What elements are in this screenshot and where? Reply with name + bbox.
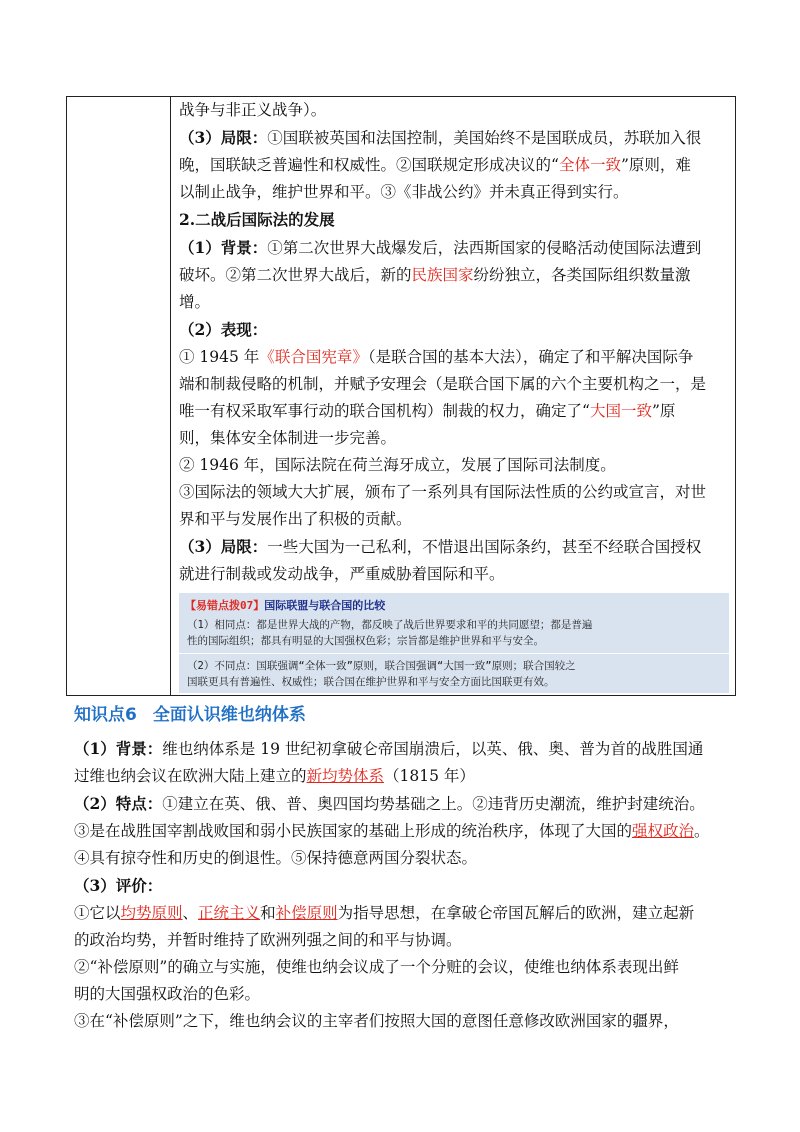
text-line <box>179 344 729 371</box>
section-body <box>74 735 734 1035</box>
text-line <box>179 124 729 152</box>
table-content-cell <box>179 97 729 588</box>
text-line <box>179 533 729 561</box>
text-run: ③是在战胜国宰割战败国和弱小民族国家的基础上形成的统治秩序，体现了大国的 <box>74 822 633 840</box>
section-number: 知识点6 <box>74 705 137 725</box>
tip-title <box>179 593 729 613</box>
text-run: 端和制裁侵略的机制，并赋予安理会（是联合国下属的六个主要机构之一，是 <box>179 375 707 393</box>
text-run: 过维也纳会议在欧洲大陆上建立的 <box>74 767 307 785</box>
text-line <box>179 97 729 124</box>
text-line <box>74 1008 734 1035</box>
text-run: （3）评价： <box>74 876 163 895</box>
text-run: 纷纷独立，各类国际组织数量激 <box>473 266 691 284</box>
text-line <box>74 872 734 900</box>
text-run: 以制止战争，维护世界和平。③《非战公约》并未真正得到实行。 <box>179 183 629 201</box>
text-line <box>179 479 729 506</box>
text-line <box>179 262 729 289</box>
text-line <box>179 206 729 234</box>
text-run: ①建立在英、俄、普、奥四国均势基础之上。②违背历史潮流，维护封建统治。 <box>162 795 705 813</box>
highlight-term: 大国一致 <box>589 402 652 420</box>
text-line <box>74 735 734 763</box>
text-line <box>179 316 729 344</box>
tip-line: （2）不同点：国联强调“全体一致”原则，联合国强调“大国一致”原则；联合国较之 <box>187 660 576 672</box>
text-line <box>179 506 729 533</box>
tip-row-1 <box>179 613 729 649</box>
text-run: ”原 <box>651 402 676 420</box>
text-run: ”原则，难 <box>620 156 691 174</box>
text-run: （3）局限： <box>179 128 268 147</box>
text-run: ①国联被英国和法国控制，美国始终不是国联成员，苏联加入很 <box>267 129 702 147</box>
text-line <box>179 289 729 316</box>
text-run: ①第二次世界大战爆发后，法西斯国家的侵略活动使国际法遭到 <box>267 239 702 257</box>
text-run: 维也纳体系是 19 世纪初拿破仑帝国崩溃后，以英、俄、奥、普为首的战胜国通 <box>162 740 704 758</box>
text-line <box>74 900 734 927</box>
text-run: ④具有掠夺性和历史的倒退性。⑤保持德意两国分裂状态。 <box>74 849 478 867</box>
tip-line: 性的国际组织；都具有明显的大国强权色彩；宗旨都是维护世界和平与安全。 <box>187 635 544 647</box>
highlight-term: 强权政治 <box>632 822 695 840</box>
text-run: （2）特点： <box>74 794 163 813</box>
text-run: 。 <box>694 822 710 840</box>
highlight-term: 《联合国宪章》 <box>259 348 368 366</box>
text-run: 晚，国联缺乏普遍性和权威性。②国联规定形成决议的“ <box>179 156 559 174</box>
highlight-term: 新均势体系 <box>306 767 385 785</box>
highlight-term: 全体一致 <box>558 156 621 174</box>
text-line <box>179 179 729 206</box>
section-title: 全面认识维也纳体系 <box>152 705 306 725</box>
text-run: （1）背景： <box>179 238 268 257</box>
text-run: 和 <box>260 904 276 922</box>
text-line <box>74 790 734 818</box>
text-run: 增。 <box>179 293 211 311</box>
highlight-term: 补偿原则 <box>275 904 338 922</box>
section-heading <box>74 700 306 725</box>
tip-heading: 国际联盟与联合国的比较 <box>264 599 386 612</box>
table-divider <box>170 97 171 695</box>
text-line <box>179 398 729 425</box>
text-line <box>179 152 729 179</box>
text-run: ② 1946 年，国际法院在荷兰海牙成立，发展了国际司法制度。 <box>179 456 616 474</box>
text-run: 就进行制裁或发动战争，严重威胁着国际和平。 <box>179 565 505 583</box>
text-line <box>179 452 729 479</box>
highlight-term: 民族国家 <box>411 266 474 284</box>
highlight-term: 正统主义 <box>198 904 261 922</box>
text-line <box>74 763 734 790</box>
text-line <box>179 371 729 398</box>
content-table <box>66 96 736 696</box>
text-run: （是联合国的基本大法），确定了和平解决国际争 <box>367 348 694 366</box>
text-run: 2.二战后国际法的发展 <box>179 210 335 229</box>
text-run: 战争与非正义战争）。 <box>179 101 327 119</box>
text-run: （1）背景： <box>74 739 163 758</box>
text-run: 为指导思想，在拿破仑帝国瓦解后的欧洲，建立起新 <box>337 904 695 922</box>
text-run: 的政治均势，并暂时维持了欧洲列强之间的和平与协调。 <box>74 931 462 949</box>
text-run: 唯一有权采取军事行动的联合国机构）制裁的权力，确定了“ <box>179 402 590 420</box>
text-run: ③国际法的领域大大扩展，颁布了一系列具有国际法性质的公约或宣言，对世 <box>179 483 707 501</box>
text-line <box>74 818 734 845</box>
text-run: ①它以 <box>74 904 121 922</box>
text-line <box>74 845 734 872</box>
text-run: 、 <box>182 904 199 922</box>
text-line <box>179 425 729 452</box>
tip-box <box>179 593 729 693</box>
text-line <box>179 561 729 588</box>
highlight-term: 均势原则 <box>120 904 183 922</box>
text-run: （2）表现： <box>179 320 268 339</box>
text-line <box>74 954 734 981</box>
text-run: ②“补偿原则”的确立与实施，使维也纳会议成了一个分赃的会议，使维也纳体系表现出鲜 <box>74 958 679 976</box>
tip-tag: 【易错点拨07】 <box>185 599 265 612</box>
text-run: ① 1945 年 <box>179 348 260 366</box>
text-line <box>74 981 734 1008</box>
text-run: （1815 年） <box>384 767 475 785</box>
text-run: 则，集体安全体制进一步完善。 <box>179 429 397 447</box>
tip-line: 国联更具有普遍性、权威性；联合国在维护世界和平与安全方面比国联更有效。 <box>187 676 555 688</box>
text-run: （3）局限： <box>179 537 268 556</box>
text-line <box>74 927 734 954</box>
text-run: 明的大国强权政治的色彩。 <box>74 985 261 1003</box>
text-run: 破坏。②第二次世界大战后，新的 <box>179 266 412 284</box>
text-run: 一些大国为一己私利，不惜退出国际条约，甚至不经联合国授权 <box>267 538 702 556</box>
tip-row-2 <box>179 654 729 690</box>
text-run: ③在“补偿原则”之下，维也纳会议的主宰者们按照大国的意图任意修改欧洲国家的疆界， <box>74 1012 679 1030</box>
tip-line: （1）相同点：都是世界大战的产物，都反映了战后世界要求和平的共同愿望；都是普遍 <box>187 619 593 631</box>
text-line <box>179 234 729 262</box>
text-run: 界和平与发展作出了积极的贡献。 <box>179 510 412 528</box>
